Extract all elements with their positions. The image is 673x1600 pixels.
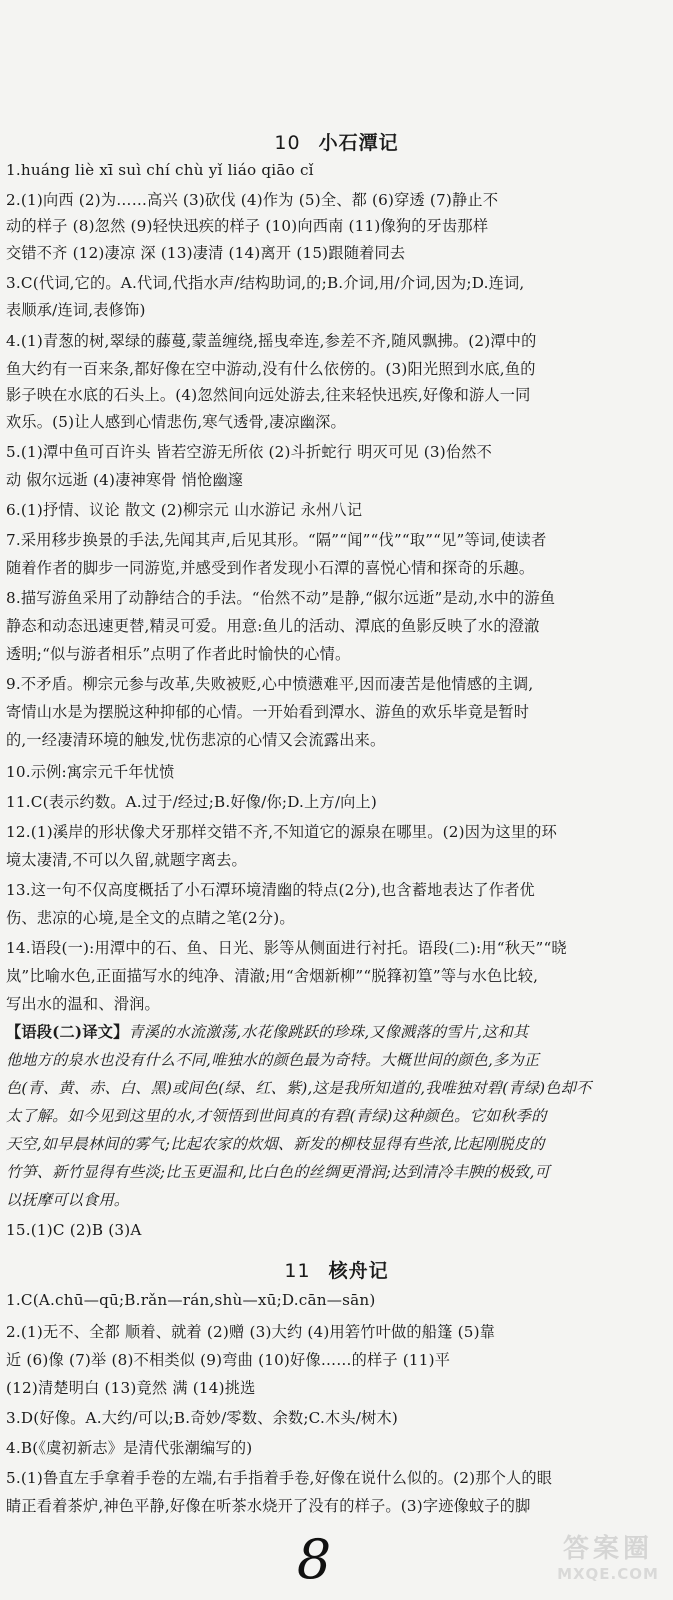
section-10-number: 10 — [274, 132, 301, 154]
answer-line: 动的样子 (8)忽然 (9)轻快迅疾的样子 (10)向西南 (11)像狗的牙齿那样 — [6, 217, 489, 235]
answer-line: 睛正看着茶炉,神色平静,好像在听茶水烧开了没有的样子。(3)字迹像蚊子的脚 — [6, 1497, 531, 1515]
answer-line: 鱼大约有一百来条,都好像在空中游动,没有什么依傍的。(3)阳光照到水底,鱼的 — [6, 360, 536, 378]
answer-line: 8.描写游鱼采用了动静结合的手法。“佁然不动”是静,“俶尔远逝”是动,水中的游鱼 — [6, 589, 556, 607]
translation-line: 竹笋、新竹显得有些淡;比玉更温和,比白色的丝绸更滑润;达到清冷丰腴的极致,可 — [6, 1163, 550, 1181]
answer-line: 9.不矛盾。柳宗元参与改革,失败被贬,心中愤懑难平,因而凄苦是他情感的主调, — [6, 675, 534, 693]
answer-line: 3.D(好像。A.大约/可以;B.奇妙/零数、余数;C.木头/树木) — [6, 1409, 398, 1427]
section-11-title — [0, 1256, 673, 1283]
page-number: 8 — [296, 1528, 332, 1591]
translation-label: 【语段(二)译文】 — [6, 1023, 129, 1041]
answer-line: 境太凄清,不可以久留,就题字离去。 — [6, 851, 247, 869]
answer-line: 15.(1)C (2)B (3)A — [6, 1221, 142, 1239]
answer-line: 10.示例:寓宗元千年忧愤 — [6, 763, 175, 781]
answer-line: 2.(1)向西 (2)为……高兴 (3)砍伐 (4)作为 (5)全、都 (6)穿透 (7)静止不 — [6, 191, 499, 209]
answer-line: 14.语段(一):用潭中的石、鱼、日光、影等从侧面进行衬托。语段(二):用“秋天”“晓 — [6, 939, 567, 957]
answer-line: 岚”比喻水色,正面描写水的纯净、清澈;用“舍烟新柳”“脱箨初篁”等与水色比较, — [6, 967, 539, 985]
answer-line: 寄情山水是为摆脱这种抑郁的心情。一开始看到潭水、游鱼的欢乐毕竟是暂时 — [6, 703, 530, 721]
answer-line: 欢乐。(5)让人感到心情悲伤,寒气透骨,凄凉幽深。 — [6, 413, 346, 431]
answer-line: 透明;“似与游者相乐”点明了作者此时愉快的心情。 — [6, 645, 351, 663]
translation-line: 他地方的泉水也没有什么不同,唯独水的颜色最为奇特。大概世间的颜色,多为正 — [6, 1051, 540, 1069]
answer-line: 表顺承/连词,表修饰) — [6, 301, 146, 319]
translation-line: 以抚摩可以食用。 — [6, 1191, 130, 1209]
section-11-title-text: 核舟记 — [328, 1260, 389, 1282]
answer-line: 2.(1)无不、全都 顺着、就着 (2)赠 (3)大约 (4)用箬竹叶做的船篷 (5)靠 — [6, 1323, 496, 1341]
answer-line: 12.(1)溪岸的形状像犬牙那样交错不齐,不知道它的源泉在哪里。(2)因为这里的环 — [6, 823, 558, 841]
answer-line: 11.C(表示约数。A.过于/经过;B.好像/你;D.上方/向上) — [6, 793, 378, 811]
answer-line: 影子映在水底的石头上。(4)忽然间向远处游去,往来轻快迅疾,好像和游人一同 — [6, 386, 531, 404]
answer-line: 5.(1)潭中鱼可百许头 皆若空游无所依 (2)斗折蛇行 明灭可见 (3)佁然不 — [6, 443, 493, 461]
answer-line: 5.(1)鲁直左手拿着手卷的左端,右手指着手卷,好像在说什么似的。(2)那个人的眼 — [6, 1469, 553, 1487]
section-11-number: 11 — [284, 1260, 311, 1282]
answer-line: 4.(1)青葱的树,翠绿的藤蔓,蒙盖缠绕,摇曳牵连,参差不齐,随风飘拂。(2)潭中的 — [6, 332, 537, 350]
answer-line: 13.这一句不仅高度概括了小石潭环境清幽的特点(2分),也含蓄地表达了作者优 — [6, 881, 535, 899]
section-10-title-text: 小石潭记 — [318, 132, 399, 154]
section-10-title — [0, 128, 673, 155]
answer-line: 6.(1)抒情、议论 散文 (2)柳宗元 山水游记 永州八记 — [6, 501, 363, 519]
answer-line: 静态和动态迅速更替,精灵可爱。用意:鱼儿的活动、潭底的鱼影反映了水的澄澈 — [6, 617, 540, 635]
answer-line: 随着作者的脚步一同游览,并感受到作者发现小石潭的喜悦心情和探奇的乐趣。 — [6, 559, 535, 577]
answer-line: 近 (6)像 (7)举 (8)不相类似 (9)弯曲 (10)好像……的样子 (11)平 — [6, 1351, 451, 1369]
answer-line: 伤、悲凉的心境,是全文的点睛之笔(2分)。 — [6, 909, 295, 927]
answer-line: 1.C(A.chū—qū;B.rǎn—rán,shù—xū;D.cān—sān) — [6, 1291, 376, 1309]
translation-line: 太了解。如今见到这里的水,才领悟到世间真的有碧(青绿)这种颜色。它如秋季的 — [6, 1107, 547, 1125]
watermark-text: 答案圈 — [562, 1534, 653, 1564]
answer-line: 7.采用移步换景的手法,先闻其声,后见其形。“隔”“闻”“伐”“取”“见”等词,使读者 — [6, 531, 547, 549]
translation-line: 【语段(二)译文】青溪的水流激荡,水花像跳跃的珍珠,又像溅落的雪片,这和其 — [6, 1023, 529, 1041]
translation-line: 天空,如早晨林间的雾气;比起农家的炊烟、新发的柳枝显得有些浓,比起刚脱皮的 — [6, 1135, 545, 1153]
answer-line: 4.B(《虞初新志》是清代张潮编写的) — [6, 1439, 253, 1457]
answer-line: 交错不齐 (12)凄凉 深 (13)凄清 (14)离开 (15)跟随着同去 — [6, 244, 406, 262]
answer-line: 写出水的温和、滑润。 — [6, 995, 160, 1013]
watermark-url: MXQE.COM — [557, 1565, 659, 1583]
answer-line: 3.C(代词,它的。A.代词,代指水声/结构助词,的;B.介词,用/介词,因为;D.连词, — [6, 274, 525, 292]
watermark-logo — [548, 1528, 668, 1596]
answer-line: 动 俶尔远逝 (4)凄神寒骨 悄怆幽邃 — [6, 471, 244, 489]
answer-line: (12)清楚明白 (13)竟然 满 (14)挑选 — [6, 1379, 256, 1397]
translation-line: 色(青、黄、赤、白、黑)或间色(绿、红、紫),这是我所知道的,我唯独对碧(青绿)色却不 — [6, 1079, 592, 1097]
answer-line: 的,一经凄清环境的触发,忧伤悲凉的心情又会流露出来。 — [6, 731, 386, 749]
answer-line: 1.huáng liè xī suì chí chù yǐ liáo qiāo cǐ — [6, 161, 314, 179]
